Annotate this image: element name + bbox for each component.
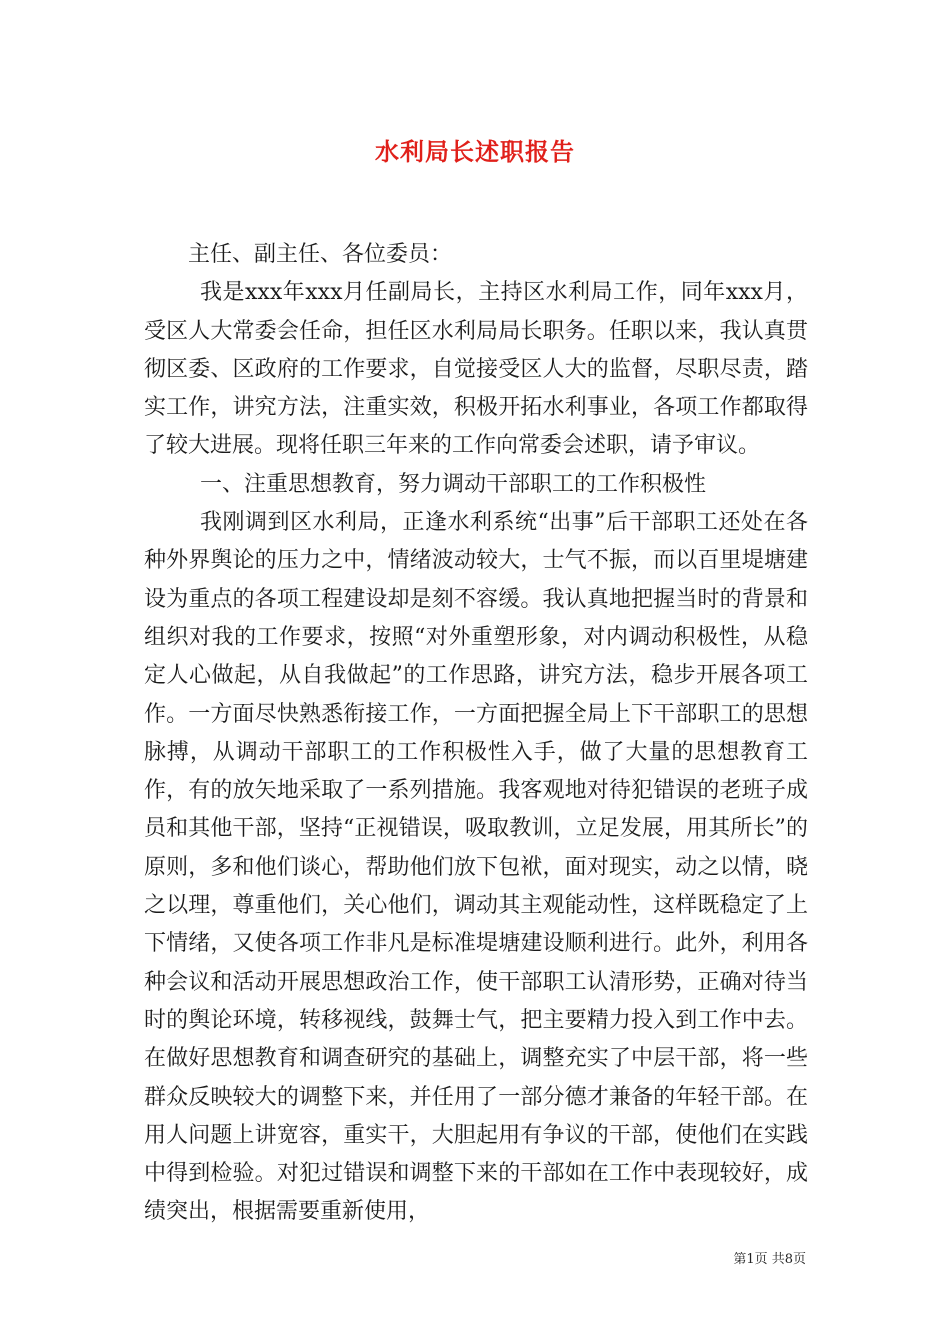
salutation: 主任、副主任、各位委员： bbox=[188, 242, 453, 267]
page-number: 第1页 共8页 bbox=[733, 1252, 806, 1267]
section-paragraph: 我刚调到区水利局，正逢水利系统“出事”后干部职工还处在各种外界舆论的压力之中，情绪波动较大，士气不振，而以百里堤塘建设为重点的各项工程建设却是刻不容缓。我认真地把握当时的背景和组织对我的工作要求，按照“对外重塑形象，对内调动积极性，从稳定人心做起，从自我做起”的工作思路，讲究方法，稳步开展各项工作。一方面尽快熟悉衔接工作，一方面把握全局上下干部职工的思想脉搏，从调动干部职工的工作积极性入手，做了大量的思想教育工作，有的放矢地采取了一系列措施。我客观地对待犯错误的老班子成员和其他干部，坚持“正视错误，吸取教训，立足发展，用其所长”的原则，多和他们谈心，帮助他们放下包袱，面对现实，动之以情，晓之以理，尊重他们，关心他们，调动其主观能动性，这样既稳定了上下情绪，又使各项工作非凡是标准堤塘建设顺利进行。此外，利用各种会议和活动开展思想政治工作，使干部职工认清形势，正确对待当时的舆论环境，转移视线，鼓舞士气，把主要精力投入到工作中去。在做好思想教育和调查研究的基础上，调整充实了中层干部，将一些群众反映较大的调整下来，并任用了一部分德才兼备的年轻干部。在用人问题上讲宽容，重实干，大胆起用有争议的干部，使他们在实践中得到检验。对犯过错误和调整下来的干部如在工作中表现较好，成绩突出，根据需要重新使用， bbox=[144, 510, 808, 1225]
section-heading: 一、注重思想教育，努力调动干部职工的工作积极性 bbox=[200, 471, 707, 497]
intro-paragraph: 我是xxx年xxx月任副局长，主持区水利局工作，同年xxx月，受区人大常委会任命，担任区水利局局长职务。任职以来，我认真贯彻区委、区政府的工作要求，自觉接受区人大的监督，尽职尽责，踏实工作，讲究方法，注重实效，积极开拓水利事业，各项工作都取得了较大进展。现将任职三年来的工作向常委会述职，请予审议。 bbox=[144, 280, 808, 459]
document-body bbox=[144, 236, 808, 1232]
document-title: 水利局长述职报告 bbox=[375, 137, 575, 166]
